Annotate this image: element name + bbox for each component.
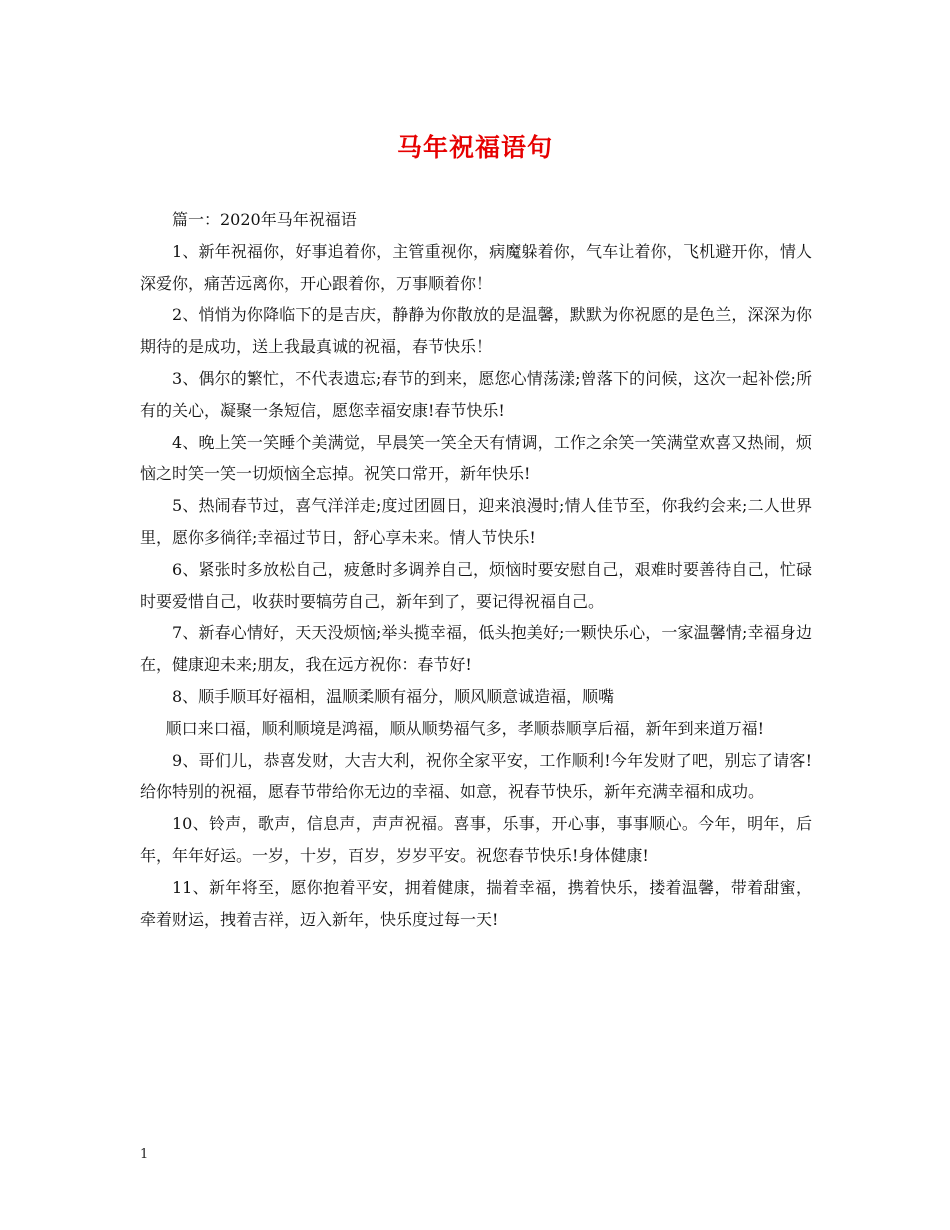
paragraph-4: 4、晚上笑一笑睡个美满觉，早晨笑一笑全天有情调，工作之余笑一笑满堂欢喜又热闹，烦恼之时笑一笑一切烦恼全忘掉。祝笑口常开，新年快乐! bbox=[140, 432, 812, 484]
paragraph-10: 10、铃声，歌声，信息声，声声祝福。喜事，乐事，开心事，事事顺心。今年，明年，后年，年年好运。一岁，十岁，百岁，岁岁平安。祝您春节快乐!身体健康! bbox=[140, 814, 812, 865]
page-number: 1 bbox=[140, 1147, 149, 1162]
paragraph-9: 9、哥们儿，恭喜发财，大吉大利，祝你全家平安，工作顺利!今年发财了吧，别忘了请客!给你特别的祝福，愿春节带给你无边的幸福、如意，祝春节快乐，新年充满幸福和成功。 bbox=[140, 750, 812, 802]
document-title: 马年祝福语句 bbox=[396, 133, 553, 162]
document-body bbox=[140, 204, 812, 935]
paragraph-1: 1、新年祝福你，好事追着你，主管重视你，病魔躲着你，气车让着你，飞机避开你，情人深爱你，痛苦远离你，开心跟着你，万事顺着你！ bbox=[140, 241, 812, 293]
section-heading: 篇一：2020年马年祝福语 bbox=[172, 210, 357, 229]
paragraph-5: 5、热闹春节过，喜气洋洋走;度过团圆日，迎来浪漫时;情人佳节至，你我约会来;二人世界里，愿你多徜徉;幸福过节日，舒心享未来。情人节快乐! bbox=[140, 496, 812, 547]
paragraph-8: 8、顺手顺耳好福相，温顺柔顺有福分，顺风顺意诚造福，顺嘴 bbox=[172, 686, 615, 706]
paragraph-3: 3、偶尔的繁忙，不代表遗忘;春节的到来，愿您心情荡漾;曾落下的问候，这次一起补偿;所有的关心，凝聚一条短信，愿您幸福安康!春节快乐! bbox=[140, 368, 812, 420]
paragraph-8-continuation: 顺口来口福，顺利顺境是鸿福，顺从顺势福气多，孝顺恭顺享后福，新年到来道万福! bbox=[165, 718, 765, 738]
paragraph-11: 11、新年将至，愿你抱着平安，拥着健康，揣着幸福，携着快乐，搂着温馨，带着甜蜜，牵着财运，拽着吉祥，迈入新年，快乐度过每一天! bbox=[140, 877, 812, 929]
paragraph-2: 2、悄悄为你降临下的是吉庆，静静为你散放的是温馨，默默为你祝愿的是色兰，深深为你期待的是成功，送上我最真诚的祝福，春节快乐！ bbox=[140, 305, 812, 357]
paragraph-7: 7、新春心情好，天天没烦恼;举头揽幸福，低头抱美好;一颗快乐心，一家温馨情;幸福身边在，健康迎未来;朋友，我在远方祝你：春节好! bbox=[140, 623, 812, 675]
paragraph-6: 6、紧张时多放松自己，疲惫时多调养自己，烦恼时要安慰自己，艰难时要善待自己，忙碌时要爱惜自己，收获时要犒劳自己，新年到了，要记得祝福自己。 bbox=[140, 559, 812, 611]
